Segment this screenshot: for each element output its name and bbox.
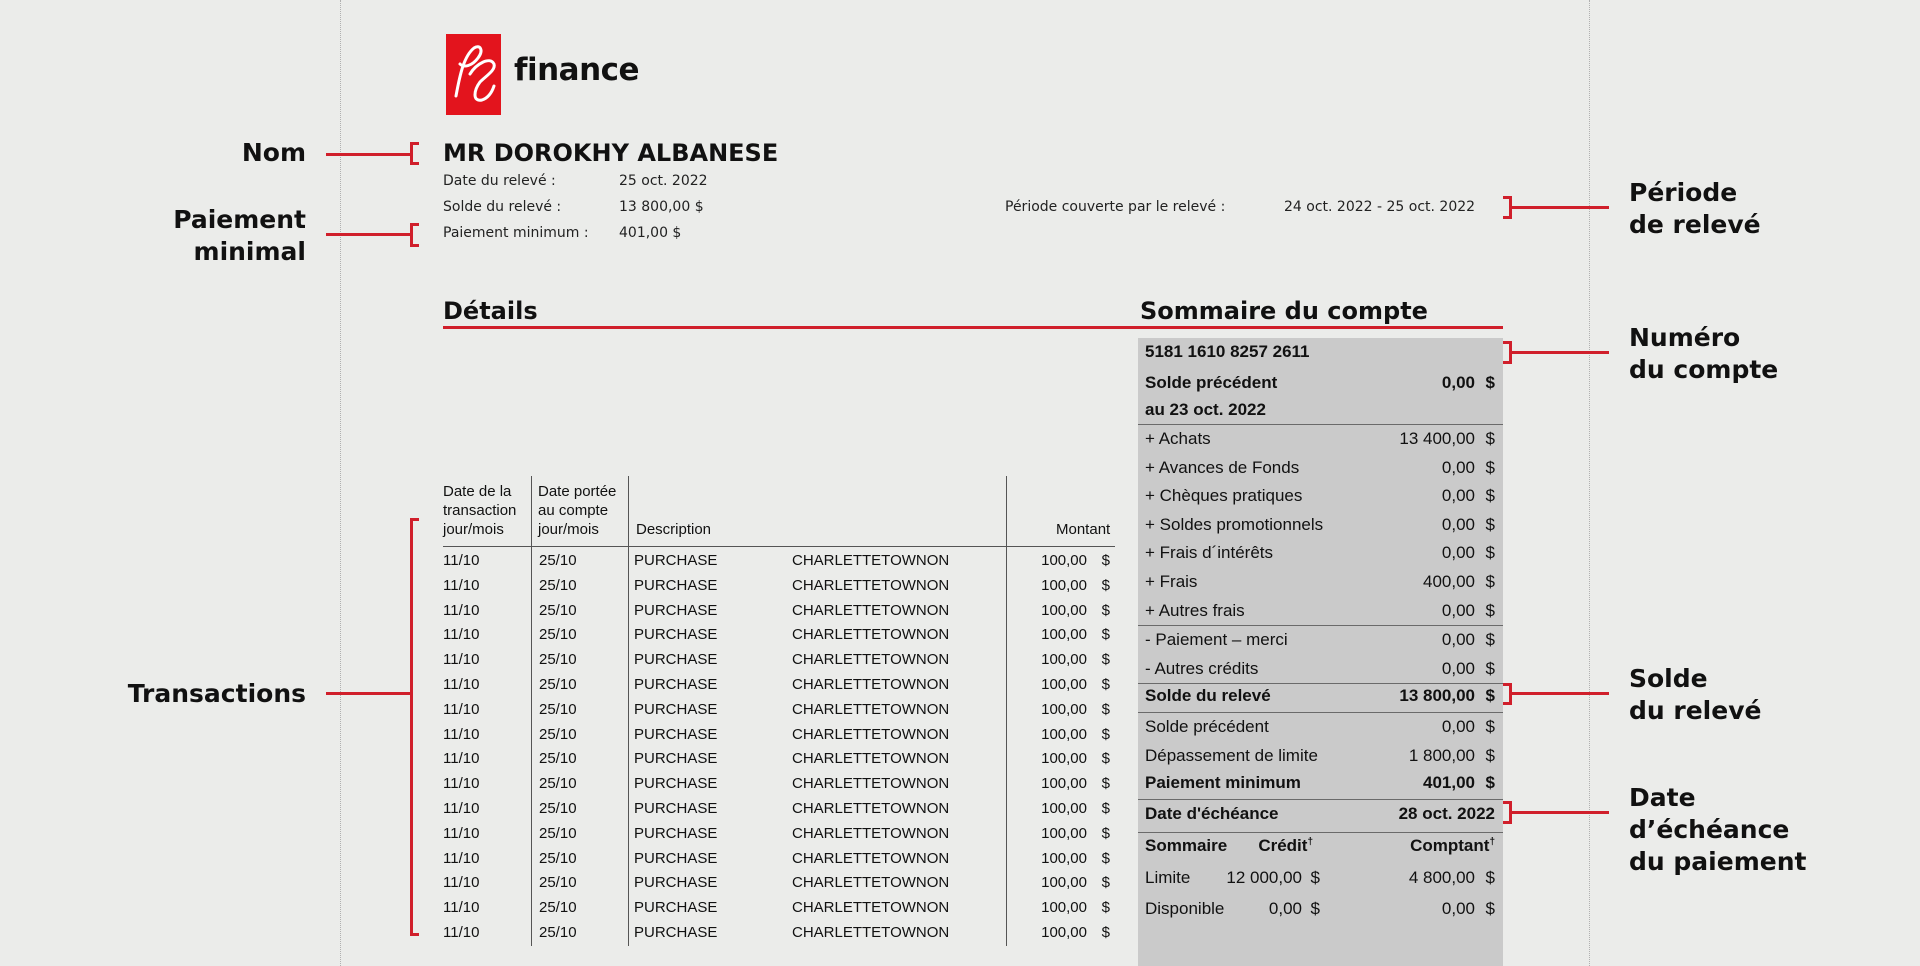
table-row bbox=[443, 772, 1115, 797]
callout-due-connector bbox=[1512, 811, 1609, 814]
posting-date-cell: 25/10 bbox=[539, 899, 577, 917]
table-row bbox=[443, 847, 1115, 872]
summary-line-label: - Autres crédits bbox=[1145, 658, 1259, 678]
amount-cell: 100,00 bbox=[1041, 651, 1087, 669]
callout-period-bracket-bottom bbox=[1503, 216, 1512, 219]
currency-symbol: $ bbox=[1485, 600, 1495, 620]
location-cell: CHARLETTETOWNON bbox=[792, 576, 950, 594]
due-date-value: 28 oct. 2022 bbox=[1398, 804, 1495, 823]
statement-date-label: Date du relevé : bbox=[443, 173, 556, 189]
description-cell: PURCHASE bbox=[634, 775, 718, 793]
callout-account-line-2: du compte bbox=[1629, 355, 1779, 384]
available-label: Disponible bbox=[1145, 899, 1225, 918]
currency-cell: $ bbox=[1101, 651, 1110, 669]
summary-line bbox=[1138, 655, 1503, 683]
summary-heading: Sommaire du compte bbox=[1140, 297, 1428, 325]
currency-symbol: $ bbox=[1485, 486, 1495, 506]
callout-min-payment bbox=[173, 204, 306, 268]
location-cell: CHARLETTETOWNON bbox=[792, 800, 950, 817]
amount-cell: 100,00 bbox=[1041, 750, 1087, 768]
callout-account-number bbox=[1629, 322, 1778, 386]
callout-min-payment-line-1: Paiement bbox=[173, 205, 306, 234]
transaction-date-cell: 11/10 bbox=[443, 651, 480, 669]
callout-min-payment-connector bbox=[326, 233, 412, 236]
statement-balance-label: Solde du relevé bbox=[1145, 686, 1271, 705]
statement-date-value: 25 oct. 2022 bbox=[619, 173, 708, 189]
currency-symbol: $ bbox=[1485, 457, 1495, 477]
description-cell: PURCHASE bbox=[634, 700, 718, 718]
currency-cell: $ bbox=[1101, 874, 1110, 892]
description-cell: PURCHASE bbox=[634, 750, 718, 768]
summary-line bbox=[1138, 425, 1503, 453]
amount-cell: 100,00 bbox=[1041, 552, 1087, 569]
transaction-date-cell: 11/10 bbox=[443, 899, 480, 917]
table-row bbox=[443, 797, 1115, 822]
transaction-date-cell: 11/10 bbox=[443, 824, 480, 842]
callout-transactions-bracket bbox=[410, 518, 413, 936]
header-tx-line-1: Date de la bbox=[443, 483, 512, 500]
callout-due-line-1: Date bbox=[1629, 783, 1696, 812]
currency-cell: $ bbox=[1101, 849, 1110, 867]
callout-due-bracket-bottom bbox=[1503, 821, 1512, 824]
location-cell: CHARLETTETOWNON bbox=[792, 750, 950, 768]
period-label: Période couverte par le relevé : bbox=[1005, 199, 1226, 215]
description-cell: PURCHASE bbox=[634, 800, 718, 817]
callout-balance-line-2: du relevé bbox=[1629, 696, 1762, 725]
transaction-date-cell: 11/10 bbox=[443, 924, 480, 941]
currency-symbol: $ bbox=[1485, 868, 1495, 887]
posting-date-cell: 25/10 bbox=[539, 849, 577, 867]
summary-line-value: 0,00 bbox=[1441, 486, 1475, 506]
previous-balance-label: Solde précédent bbox=[1145, 373, 1278, 392]
callout-balance-bracket-bottom bbox=[1503, 702, 1512, 705]
header-post-line-1: Date portée bbox=[538, 483, 617, 500]
table-row bbox=[443, 896, 1115, 921]
currency-cell: $ bbox=[1101, 626, 1110, 644]
balance-value: 13 800,00 $ bbox=[619, 199, 704, 215]
posting-date-cell: 25/10 bbox=[539, 800, 577, 817]
header-posting-date bbox=[538, 482, 616, 539]
past-due-label: Solde précédent bbox=[1145, 717, 1269, 736]
summary-line-value: 0,00 bbox=[1441, 543, 1475, 563]
table-row bbox=[443, 723, 1115, 748]
currency-cell: $ bbox=[1101, 924, 1110, 941]
previous-balance-row bbox=[1138, 369, 1503, 397]
currency-cell: $ bbox=[1101, 800, 1110, 817]
summary-line-value: 0,00 bbox=[1441, 457, 1475, 477]
transaction-date-cell: 11/10 bbox=[443, 700, 480, 718]
table-row bbox=[443, 648, 1115, 673]
posting-date-cell: 25/10 bbox=[539, 676, 577, 693]
posting-date-cell: 25/10 bbox=[539, 576, 577, 594]
amount-cell: 100,00 bbox=[1041, 576, 1087, 594]
location-cell: CHARLETTETOWNON bbox=[792, 899, 950, 917]
summary-line-value: 13 400,00 bbox=[1399, 429, 1475, 448]
amount-cell: 100,00 bbox=[1041, 725, 1087, 743]
table-header-rule bbox=[443, 546, 1115, 547]
credit-header: Crédit† bbox=[1258, 836, 1313, 855]
location-cell: CHARLETTETOWNON bbox=[792, 924, 950, 941]
currency-symbol: $ bbox=[1485, 773, 1495, 792]
transaction-date-cell: 11/10 bbox=[443, 576, 480, 594]
posting-date-cell: 25/10 bbox=[539, 750, 577, 768]
summary-line bbox=[1138, 454, 1503, 482]
amount-cell: 100,00 bbox=[1041, 899, 1087, 917]
min-payment-label: Paiement minimum : bbox=[443, 225, 589, 241]
due-date-row bbox=[1138, 800, 1503, 828]
currency-cell: $ bbox=[1101, 775, 1110, 793]
amount-cell: 100,00 bbox=[1041, 775, 1087, 793]
currency-symbol: $ bbox=[1485, 572, 1495, 591]
callout-min-payment-bracket-bottom bbox=[410, 244, 419, 247]
currency-cell: $ bbox=[1101, 576, 1110, 594]
callout-name-connector bbox=[326, 153, 412, 156]
balance-label: Solde du relevé : bbox=[443, 199, 562, 215]
transaction-date-cell: 11/10 bbox=[443, 626, 480, 644]
account-summary-panel bbox=[1138, 338, 1503, 966]
summary-line bbox=[1138, 511, 1503, 539]
callout-period-bracket-top bbox=[1503, 196, 1512, 199]
transaction-date-cell: 11/10 bbox=[443, 601, 480, 619]
credit-dagger: † bbox=[1307, 836, 1313, 848]
currency-symbol: $ bbox=[1485, 543, 1495, 563]
customer-name: MR DOROKHY ALBANESE bbox=[443, 139, 779, 167]
posting-date-cell: 25/10 bbox=[539, 601, 577, 619]
currency-cell: $ bbox=[1101, 552, 1110, 569]
min-payment-row bbox=[1138, 769, 1503, 797]
summary-line bbox=[1138, 482, 1503, 510]
summary-line bbox=[1138, 568, 1503, 596]
summary-line-value: 400,00 bbox=[1423, 572, 1475, 591]
callout-name-bracket-bottom bbox=[410, 162, 419, 165]
currency-cell: $ bbox=[1101, 601, 1110, 619]
location-cell: CHARLETTETOWNON bbox=[792, 874, 950, 892]
table-row bbox=[443, 599, 1115, 624]
summary-min-payment-value: 401,00 bbox=[1423, 773, 1475, 792]
transaction-date-cell: 11/10 bbox=[443, 849, 480, 867]
callout-due-line-3: du paiement bbox=[1629, 847, 1807, 876]
available-row bbox=[1138, 895, 1503, 923]
available-credit-value: 0,00 bbox=[1268, 899, 1302, 918]
summary-line-value: 0,00 bbox=[1441, 600, 1475, 620]
currency-cell: $ bbox=[1101, 824, 1110, 842]
account-number-row bbox=[1138, 338, 1503, 366]
amount-cell: 100,00 bbox=[1041, 824, 1087, 842]
table-row bbox=[443, 623, 1115, 648]
description-cell: PURCHASE bbox=[634, 849, 718, 867]
amount-cell: 100,00 bbox=[1041, 800, 1087, 817]
summary-line-label: + Achats bbox=[1145, 429, 1211, 448]
header-tx-line-3: jour/mois bbox=[443, 521, 504, 538]
summary-line-value: 0,00 bbox=[1441, 514, 1475, 534]
callout-statement-balance bbox=[1629, 663, 1761, 727]
header-tx-line-2: transaction bbox=[443, 502, 517, 519]
past-due-value: 0,00 bbox=[1441, 717, 1475, 736]
description-cell: PURCHASE bbox=[634, 676, 718, 693]
description-cell: PURCHASE bbox=[634, 899, 718, 917]
limit-credit-value: 12 000,00 bbox=[1226, 868, 1302, 887]
cash-header: Comptant† bbox=[1410, 836, 1495, 855]
description-cell: PURCHASE bbox=[634, 874, 718, 892]
location-cell: CHARLETTETOWNON bbox=[792, 700, 950, 718]
description-cell: PURCHASE bbox=[634, 824, 718, 842]
currency-cell: $ bbox=[1101, 899, 1110, 917]
summary-line-label: + Avances de Fonds bbox=[1145, 457, 1300, 477]
currency-cell: $ bbox=[1101, 676, 1110, 693]
amount-cell: 100,00 bbox=[1041, 700, 1087, 718]
amount-cell: 100,00 bbox=[1041, 924, 1087, 941]
transaction-date-cell: 11/10 bbox=[443, 552, 480, 569]
posting-date-cell: 25/10 bbox=[539, 775, 577, 793]
callout-name-bracket-top bbox=[410, 142, 419, 145]
previous-balance-value: 0,00 bbox=[1441, 373, 1475, 392]
cash-dagger: † bbox=[1489, 836, 1495, 848]
limits-header-row bbox=[1138, 832, 1503, 860]
description-cell: PURCHASE bbox=[634, 552, 718, 569]
description-cell: PURCHASE bbox=[634, 725, 718, 743]
available-cash-value: 0,00 bbox=[1441, 899, 1475, 918]
currency-symbol: $ bbox=[1485, 630, 1495, 649]
statement-balance-row bbox=[1138, 682, 1503, 710]
location-cell: CHARLETTETOWNON bbox=[792, 824, 950, 842]
previous-balance-date: au 23 oct. 2022 bbox=[1145, 400, 1266, 419]
left-guide-line bbox=[340, 0, 341, 966]
posting-date-cell: 25/10 bbox=[539, 700, 577, 718]
header-post-line-3: jour/mois bbox=[538, 521, 599, 538]
pc-signature-icon bbox=[446, 34, 501, 115]
header-transaction-date bbox=[443, 482, 516, 539]
callout-statement-period bbox=[1629, 177, 1761, 241]
table-row bbox=[443, 549, 1115, 574]
description-cell: PURCHASE bbox=[634, 651, 718, 669]
callout-balance-bracket-top bbox=[1503, 683, 1512, 686]
callout-period-line-2: de relevé bbox=[1629, 210, 1761, 239]
summary-line-label: + Chèques pratiques bbox=[1145, 486, 1303, 506]
callout-due-date bbox=[1629, 782, 1806, 878]
currency-symbol: $ bbox=[1485, 686, 1495, 705]
location-cell: CHARLETTETOWNON bbox=[792, 775, 950, 793]
posting-date-cell: 25/10 bbox=[539, 874, 577, 892]
amount-cell: 100,00 bbox=[1041, 849, 1087, 867]
callout-min-payment-bracket-top bbox=[410, 223, 419, 226]
callout-due-line-2: d’échéance bbox=[1629, 815, 1790, 844]
callout-period-line-1: Période bbox=[1629, 178, 1738, 207]
section-divider bbox=[443, 326, 1503, 329]
table-row bbox=[443, 921, 1115, 946]
location-cell: CHARLETTETOWNON bbox=[792, 676, 950, 693]
currency-symbol: $ bbox=[1485, 429, 1495, 448]
currency-symbol: $ bbox=[1310, 868, 1320, 887]
period-value: 24 oct. 2022 - 25 oct. 2022 bbox=[1284, 199, 1476, 215]
transaction-date-cell: 11/10 bbox=[443, 800, 480, 817]
transaction-date-cell: 11/10 bbox=[443, 750, 480, 768]
table-row bbox=[443, 698, 1115, 723]
table-row bbox=[443, 574, 1115, 599]
callout-min-payment-line-2: minimal bbox=[193, 237, 306, 266]
posting-date-cell: 25/10 bbox=[539, 626, 577, 644]
header-amount: Montant bbox=[1056, 521, 1111, 538]
posting-date-cell: 25/10 bbox=[539, 651, 577, 669]
transaction-date-cell: 11/10 bbox=[443, 676, 480, 693]
currency-symbol: $ bbox=[1485, 717, 1495, 736]
account-number: 5181 1610 8257 2611 bbox=[1145, 342, 1310, 361]
callout-transactions-bracket-bottom bbox=[410, 933, 419, 936]
summary-line-label: + Autres frais bbox=[1145, 600, 1245, 620]
currency-symbol: $ bbox=[1485, 373, 1495, 392]
transaction-date-cell: 11/10 bbox=[443, 725, 480, 743]
summary-line-label: - Paiement – merci bbox=[1145, 630, 1288, 649]
summary-line-label: + Frais d´intérêts bbox=[1145, 543, 1274, 563]
currency-symbol: $ bbox=[1485, 899, 1495, 918]
location-cell: CHARLETTETOWNON bbox=[792, 626, 950, 644]
location-cell: CHARLETTETOWNON bbox=[792, 651, 950, 669]
transaction-date-cell: 11/10 bbox=[443, 874, 480, 892]
summary-line bbox=[1138, 539, 1503, 567]
callout-due-bracket-top bbox=[1503, 801, 1512, 804]
summary-line-label: + Soldes promotionnels bbox=[1145, 514, 1324, 534]
posting-date-cell: 25/10 bbox=[539, 924, 577, 941]
callout-account-bracket-top bbox=[1503, 341, 1512, 344]
currency-cell: $ bbox=[1101, 700, 1110, 718]
summary-line-value: 0,00 bbox=[1441, 658, 1475, 678]
callout-account-bracket-bottom bbox=[1503, 361, 1512, 364]
limits-header-label: Sommaire bbox=[1145, 836, 1228, 855]
over-limit-label: Dépassement de limite bbox=[1145, 746, 1318, 765]
posting-date-cell: 25/10 bbox=[539, 725, 577, 743]
amount-cell: 100,00 bbox=[1041, 676, 1087, 693]
currency-symbol: $ bbox=[1485, 658, 1495, 678]
right-guide-line bbox=[1589, 0, 1590, 966]
callout-balance-line-1: Solde bbox=[1629, 664, 1708, 693]
description-cell: PURCHASE bbox=[634, 601, 718, 619]
pc-logo bbox=[446, 34, 501, 115]
summary-line-label: + Frais bbox=[1145, 572, 1198, 591]
callout-account-connector bbox=[1512, 351, 1609, 354]
header-post-line-2: au compte bbox=[538, 502, 609, 519]
table-row bbox=[443, 673, 1115, 698]
location-cell: CHARLETTETOWNON bbox=[792, 552, 950, 569]
callout-transactions-connector bbox=[326, 692, 412, 695]
over-limit-row bbox=[1138, 742, 1503, 770]
table-row bbox=[443, 822, 1115, 847]
amount-cell: 100,00 bbox=[1041, 626, 1087, 644]
posting-date-cell: 25/10 bbox=[539, 552, 577, 569]
amount-cell: 100,00 bbox=[1041, 601, 1087, 619]
currency-cell: $ bbox=[1101, 750, 1110, 768]
summary-min-payment-label: Paiement minimum bbox=[1145, 773, 1301, 792]
table-row bbox=[443, 747, 1115, 772]
summary-line bbox=[1138, 597, 1503, 625]
currency-cell: $ bbox=[1101, 725, 1110, 743]
finance-wordmark: finance bbox=[514, 52, 640, 88]
callout-transactions-bracket-top bbox=[410, 518, 419, 521]
description-cell: PURCHASE bbox=[634, 626, 718, 644]
amount-cell: 100,00 bbox=[1041, 874, 1087, 892]
limit-row bbox=[1138, 864, 1503, 892]
description-cell: PURCHASE bbox=[634, 924, 718, 941]
currency-symbol: $ bbox=[1485, 746, 1495, 765]
transaction-date-cell: 11/10 bbox=[443, 775, 480, 793]
over-limit-value: 1 800,00 bbox=[1408, 746, 1475, 765]
table-row bbox=[443, 871, 1115, 896]
statement-balance-value: 13 800,00 bbox=[1399, 686, 1475, 705]
previous-balance-date-row bbox=[1138, 396, 1503, 424]
header-description: Description bbox=[636, 521, 712, 538]
currency-symbol: $ bbox=[1485, 514, 1495, 534]
callout-account-line-1: Numéro bbox=[1629, 323, 1741, 352]
callout-balance-connector bbox=[1512, 692, 1609, 695]
min-payment-value: 401,00 $ bbox=[619, 225, 682, 241]
currency-symbol: $ bbox=[1310, 899, 1320, 918]
location-cell: CHARLETTETOWNON bbox=[792, 601, 950, 619]
due-date-label: Date d'échéance bbox=[1145, 804, 1279, 823]
callout-period-connector bbox=[1512, 206, 1609, 209]
summary-line-value: 0,00 bbox=[1441, 630, 1475, 649]
summary-line bbox=[1138, 626, 1503, 654]
posting-date-cell: 25/10 bbox=[539, 824, 577, 842]
location-cell: CHARLETTETOWNON bbox=[792, 725, 950, 743]
callout-name: Nom bbox=[241, 138, 306, 167]
callout-transactions: Transactions bbox=[127, 679, 306, 708]
limit-cash-value: 4 800,00 bbox=[1408, 868, 1475, 887]
past-due-row bbox=[1138, 713, 1503, 741]
details-heading: Détails bbox=[443, 297, 538, 325]
limit-label: Limite bbox=[1145, 868, 1191, 887]
description-cell: PURCHASE bbox=[634, 576, 718, 594]
location-cell: CHARLETTETOWNON bbox=[792, 849, 950, 867]
